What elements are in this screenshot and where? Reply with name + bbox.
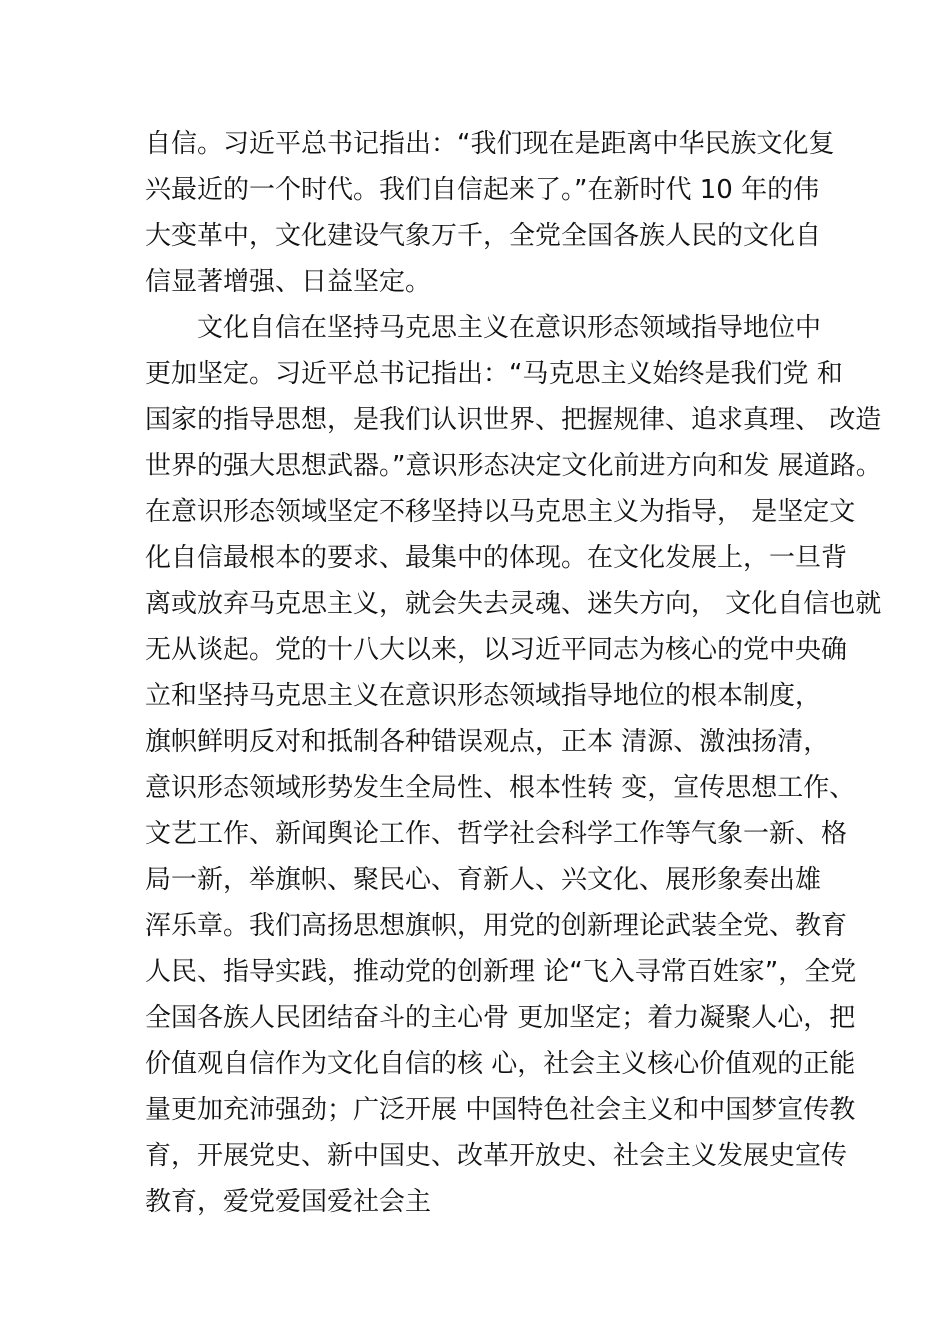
text-line-17: 局一新，举旗帜、聚民心、育新人、兴文化、展形象奏出雄 — [145, 865, 822, 895]
text-line-22: 量更加充沛强劲；广泛开展 中国特色社会主义和中国梦宣传教 — [145, 1095, 856, 1125]
text-line-3: 大变革中，文化建设气象万千，全党全国各族人民的文化自 — [145, 221, 822, 251]
text-line-15: 意识形态领域形势发生全局性、根本性转 变，宣传思想工作、 — [145, 773, 856, 803]
text-line-7: 国家的指导思想，是我们认识世界、把握规律、追求真理、 改造 — [145, 405, 882, 435]
text-line-13: 立和坚持马克思主义在意识形态领域指导地位的根本制度， — [145, 681, 822, 711]
text-line-2: 兴最近的一个时代。我们自信起来了。”在新时代 10 年的伟 — [145, 175, 820, 205]
text-line-12: 无从谈起。党的十八大以来，以习近平同志为核心的党中央确 — [145, 635, 848, 665]
text-line-11: 离或放弃马克思主义，就会失去灵魂、迷失方向， 文化自信也就 — [145, 589, 882, 619]
text-line-8: 世界的强大思想武器。”意识形态决定文化前进方向和发 展道路。 — [145, 451, 882, 481]
text-line-14: 旗帜鲜明反对和抵制各种错误观点，正本 清源、激浊扬清， — [145, 727, 830, 757]
text-line-19: 人民、指导实践，推动党的创新理 论“飞入寻常百姓家”，全党 — [145, 957, 857, 987]
text-line-24: 教育，爱党爱国爱社会主 — [145, 1187, 432, 1217]
text-line-18: 浑乐章。我们高扬思想旗帜，用党的创新理论武装全党、教育 — [145, 911, 848, 941]
text-line-4: 信显著增强、日益坚定。 — [145, 267, 432, 297]
text-line-16: 文艺工作、新闻舆论工作、哲学社会科学工作等气象一新、格 — [145, 819, 848, 849]
text-line-20: 全国各族人民团结奋斗的主心骨 更加坚定；着力凝聚人心，把 — [145, 1003, 856, 1033]
text-line-21: 价值观自信作为文化自信的核 心，社会主义核心价值观的正能 — [145, 1049, 856, 1079]
text-line-6: 更加坚定。习近平总书记指出：“马克思主义始终是我们党 和 — [145, 359, 843, 389]
text-line-1: 自信。习近平总书记指出：“我们现在是距离中华民族文化复 — [145, 129, 835, 159]
text-line-10: 化自信最根本的要求、最集中的体现。在文化发展上，一旦背 — [145, 543, 848, 573]
paragraph-2-first-line: 文化自信在坚持马克思主义在意识形态领域指导地位中 — [197, 313, 822, 343]
text-line-23: 育，开展党史、新中国史、改革开放史、社会主义发展史宣传 — [145, 1141, 848, 1171]
text-line-9: 在意识形态领域坚定不移坚持以马克思主义为指导， 是坚定文 — [145, 497, 856, 527]
